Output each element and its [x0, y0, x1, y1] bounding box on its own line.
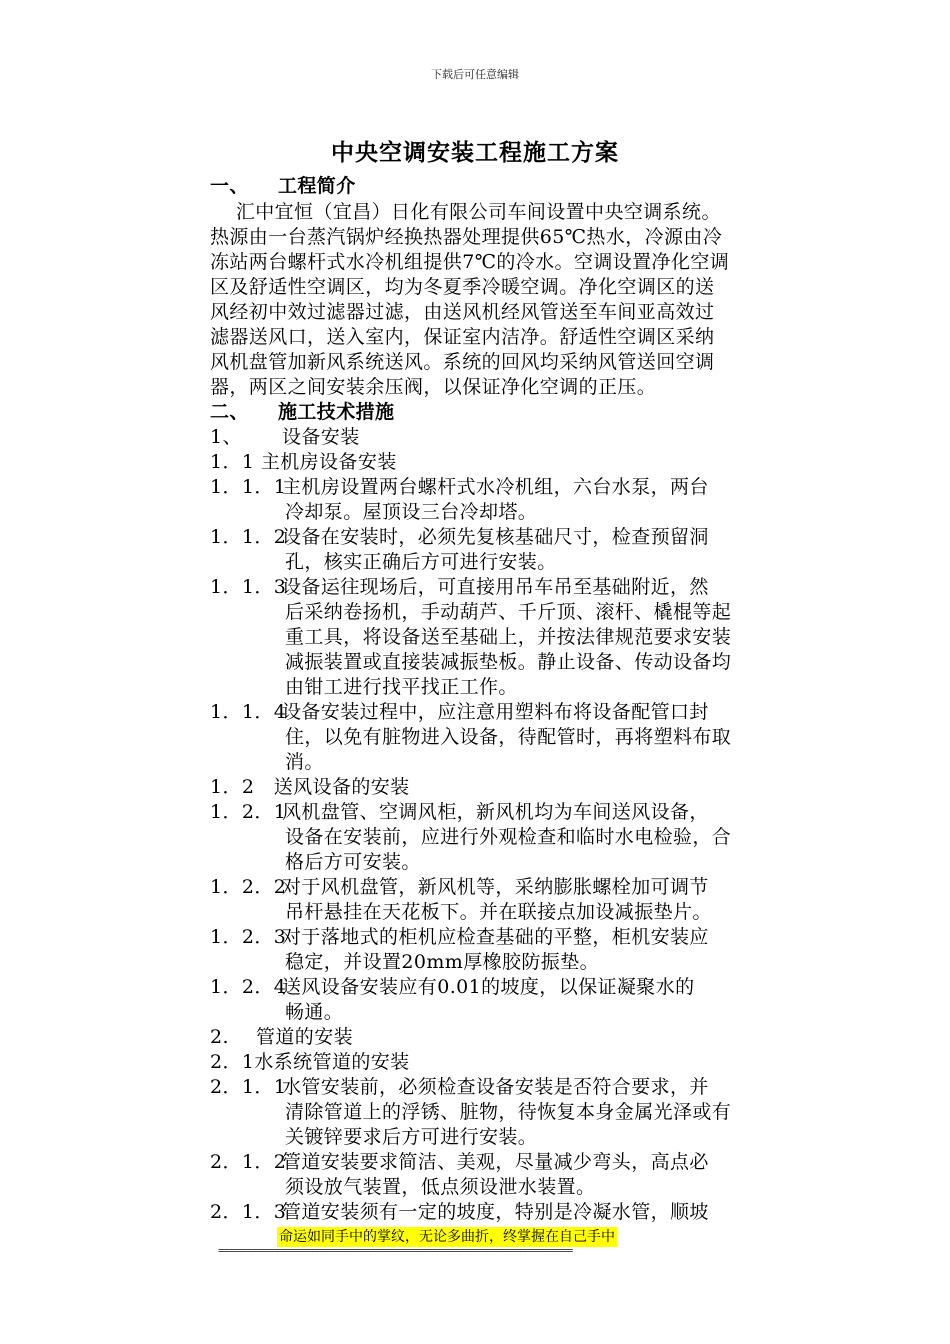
item-number: 1．1．4	[210, 701, 287, 723]
clause-1-1-3	[210, 575, 709, 600]
clause-continuation: 格后方可安装。	[285, 851, 421, 873]
intro-line: 器，两区之间安装余压阀，以保证净化空调的正压。	[210, 376, 657, 398]
item-text: 风机盘管、空调风柜，新风机均为车间送风设备，	[282, 801, 709, 823]
section-number: 二、	[210, 401, 249, 423]
clause-continuation: 关镀锌要求后方可进行安装。	[285, 1126, 538, 1148]
item-text: 设备安装	[282, 426, 360, 448]
item-text: 管道安装须有一定的坡度，特别是冷凝水管，顺坡	[282, 1201, 709, 1223]
item-text: 管道安装要求简洁、美观，尽量减少弯头，高点必	[282, 1151, 709, 1173]
clause-continuation: 畅通。	[285, 1001, 344, 1023]
section-number: 一、	[210, 175, 249, 197]
intro-line: 滤器送风口，送入室内，保证室内洁净。舒适性空调区采纳	[210, 326, 715, 348]
section-heading-2	[210, 400, 394, 425]
intro-line: 风经初中效过滤器过滤，由送风机经风管送至车间亚高效过	[210, 301, 715, 323]
clause-continuation: 稳定，并设置20mm厚橡胶防振垫。	[285, 951, 600, 973]
item-number: 1．2．1	[210, 801, 287, 823]
item-number: 1．1．2	[210, 526, 287, 548]
clause-2-1-3	[210, 1200, 709, 1225]
subsection-2-1: 2．1水系统管道的安装	[210, 1051, 410, 1073]
item-text: 对于风机盘管，新风机等，采纳膨胀螺栓加可调节	[282, 876, 709, 898]
item-text: 设备在安装时，必须先复核基础尺寸，检查预留洞	[282, 526, 709, 548]
item-text: 设备安装过程中，应注意用塑料布将设备配管口封	[282, 701, 709, 723]
item-number: 2．1．2	[210, 1151, 287, 1173]
clause-1-1-2	[210, 525, 709, 550]
clause-continuation: 孔，核实正确后方可进行安装。	[285, 551, 557, 573]
footer-slogan: 命运如同手中的掌纹，无论多曲折，终掌握在自己手中	[279, 1229, 615, 1245]
section-title: 工程简介	[278, 175, 356, 197]
clause-1-1-4	[210, 700, 709, 725]
footer-divider: ===============================================================	[218, 1246, 573, 1256]
item-number: 1．1．3	[210, 576, 287, 598]
clause-continuation: 须设放气装置，低点须设泄水装置。	[285, 1176, 596, 1198]
clause-2-1-2	[210, 1150, 709, 1175]
subsection-2	[210, 1025, 353, 1050]
clause-continuation: 由钳工进行找平找正工作。	[285, 676, 518, 698]
item-number: 1．2．2	[210, 876, 287, 898]
section-heading-1	[210, 174, 356, 199]
clause-2-1-1	[210, 1075, 709, 1100]
clause-continuation: 设备在安装前，应进行外观检查和临时水电检验，合	[285, 826, 732, 848]
intro-line: 冻站两台螺杆式水冷机组提供7℃的冷水。空调设置净化空调	[210, 251, 730, 273]
item-text: 管道的安装	[256, 1026, 354, 1048]
clause-1-1-1	[210, 475, 709, 500]
clause-1-2-4	[210, 975, 695, 1000]
subsection-1	[210, 425, 360, 450]
subsection-1-2: 1．2 送风设备的安装	[210, 776, 410, 798]
item-text: 送风设备安装应有0.01的坡度，以保证凝聚水的	[282, 976, 695, 998]
item-text: 对于落地式的柜机应检查基础的平整，柜机安装应	[282, 926, 709, 948]
section-title: 施工技术措施	[278, 401, 395, 423]
intro-line: 汇中宜恒（宜昌）日化有限公司车间设置中央空调系统。	[210, 201, 721, 223]
clause-continuation: 吊杆悬挂在天花板下。并在联接点加设减振垫片。	[285, 901, 712, 923]
item-text: 设备运往现场后，可直接用吊车吊至基础附近，然	[282, 576, 709, 598]
item-number: 1、	[210, 426, 242, 448]
clause-1-2-2	[210, 875, 709, 900]
clause-continuation: 消。	[285, 751, 324, 773]
item-number: 1．1．1	[210, 476, 287, 498]
intro-line: 风机盘管加新风系统送风。系统的回风均采纳风管送回空调	[210, 351, 715, 373]
header-note: 下载后可任意编辑	[431, 68, 519, 81]
intro-line: 热源由一台蒸汽锅炉经换热器处理提供65℃热水，冷源由冷	[210, 226, 723, 248]
clause-1-2-3	[210, 925, 709, 950]
clause-continuation: 住，以免有脏物进入设备，待配管时，再将塑料布取	[285, 726, 732, 748]
item-number: 1．2．3	[210, 926, 287, 948]
item-number: 2．1．1	[210, 1076, 287, 1098]
item-text: 主机房设置两台螺杆式水冷机组，六台水泵，两台	[282, 476, 709, 498]
clause-1-2-1	[210, 800, 709, 825]
clause-continuation: 减振装置或直接装减振垫板。静止设备、传动设备均	[285, 651, 732, 673]
item-number: 2．1．3	[210, 1201, 287, 1223]
intro-line: 区及舒适性空调区，均为冬夏季冷暖空调。净化空调区的送	[210, 276, 715, 298]
clause-continuation: 重工具，将设备送至基础上，并按法律规范要求安装	[285, 626, 732, 648]
subsection-1-1: 1．1 主机房设备安装	[210, 451, 397, 473]
item-text: 水管安装前，必须检查设备安装是否符合要求，并	[282, 1076, 709, 1098]
document-title: 中央空调安装工程施工方案	[331, 140, 619, 166]
clause-continuation: 冷却泵。屋顶设三台冷却塔。	[285, 501, 538, 523]
clause-continuation: 后采纳卷扬机，手动葫芦、千斤顶、滚杆、橇棍等起	[285, 601, 732, 623]
clause-continuation: 清除管道上的浮锈、脏物，待恢复本身金属光泽或有	[285, 1101, 732, 1123]
item-number: 2.	[210, 1026, 229, 1048]
item-number: 1．2．4	[210, 976, 287, 998]
